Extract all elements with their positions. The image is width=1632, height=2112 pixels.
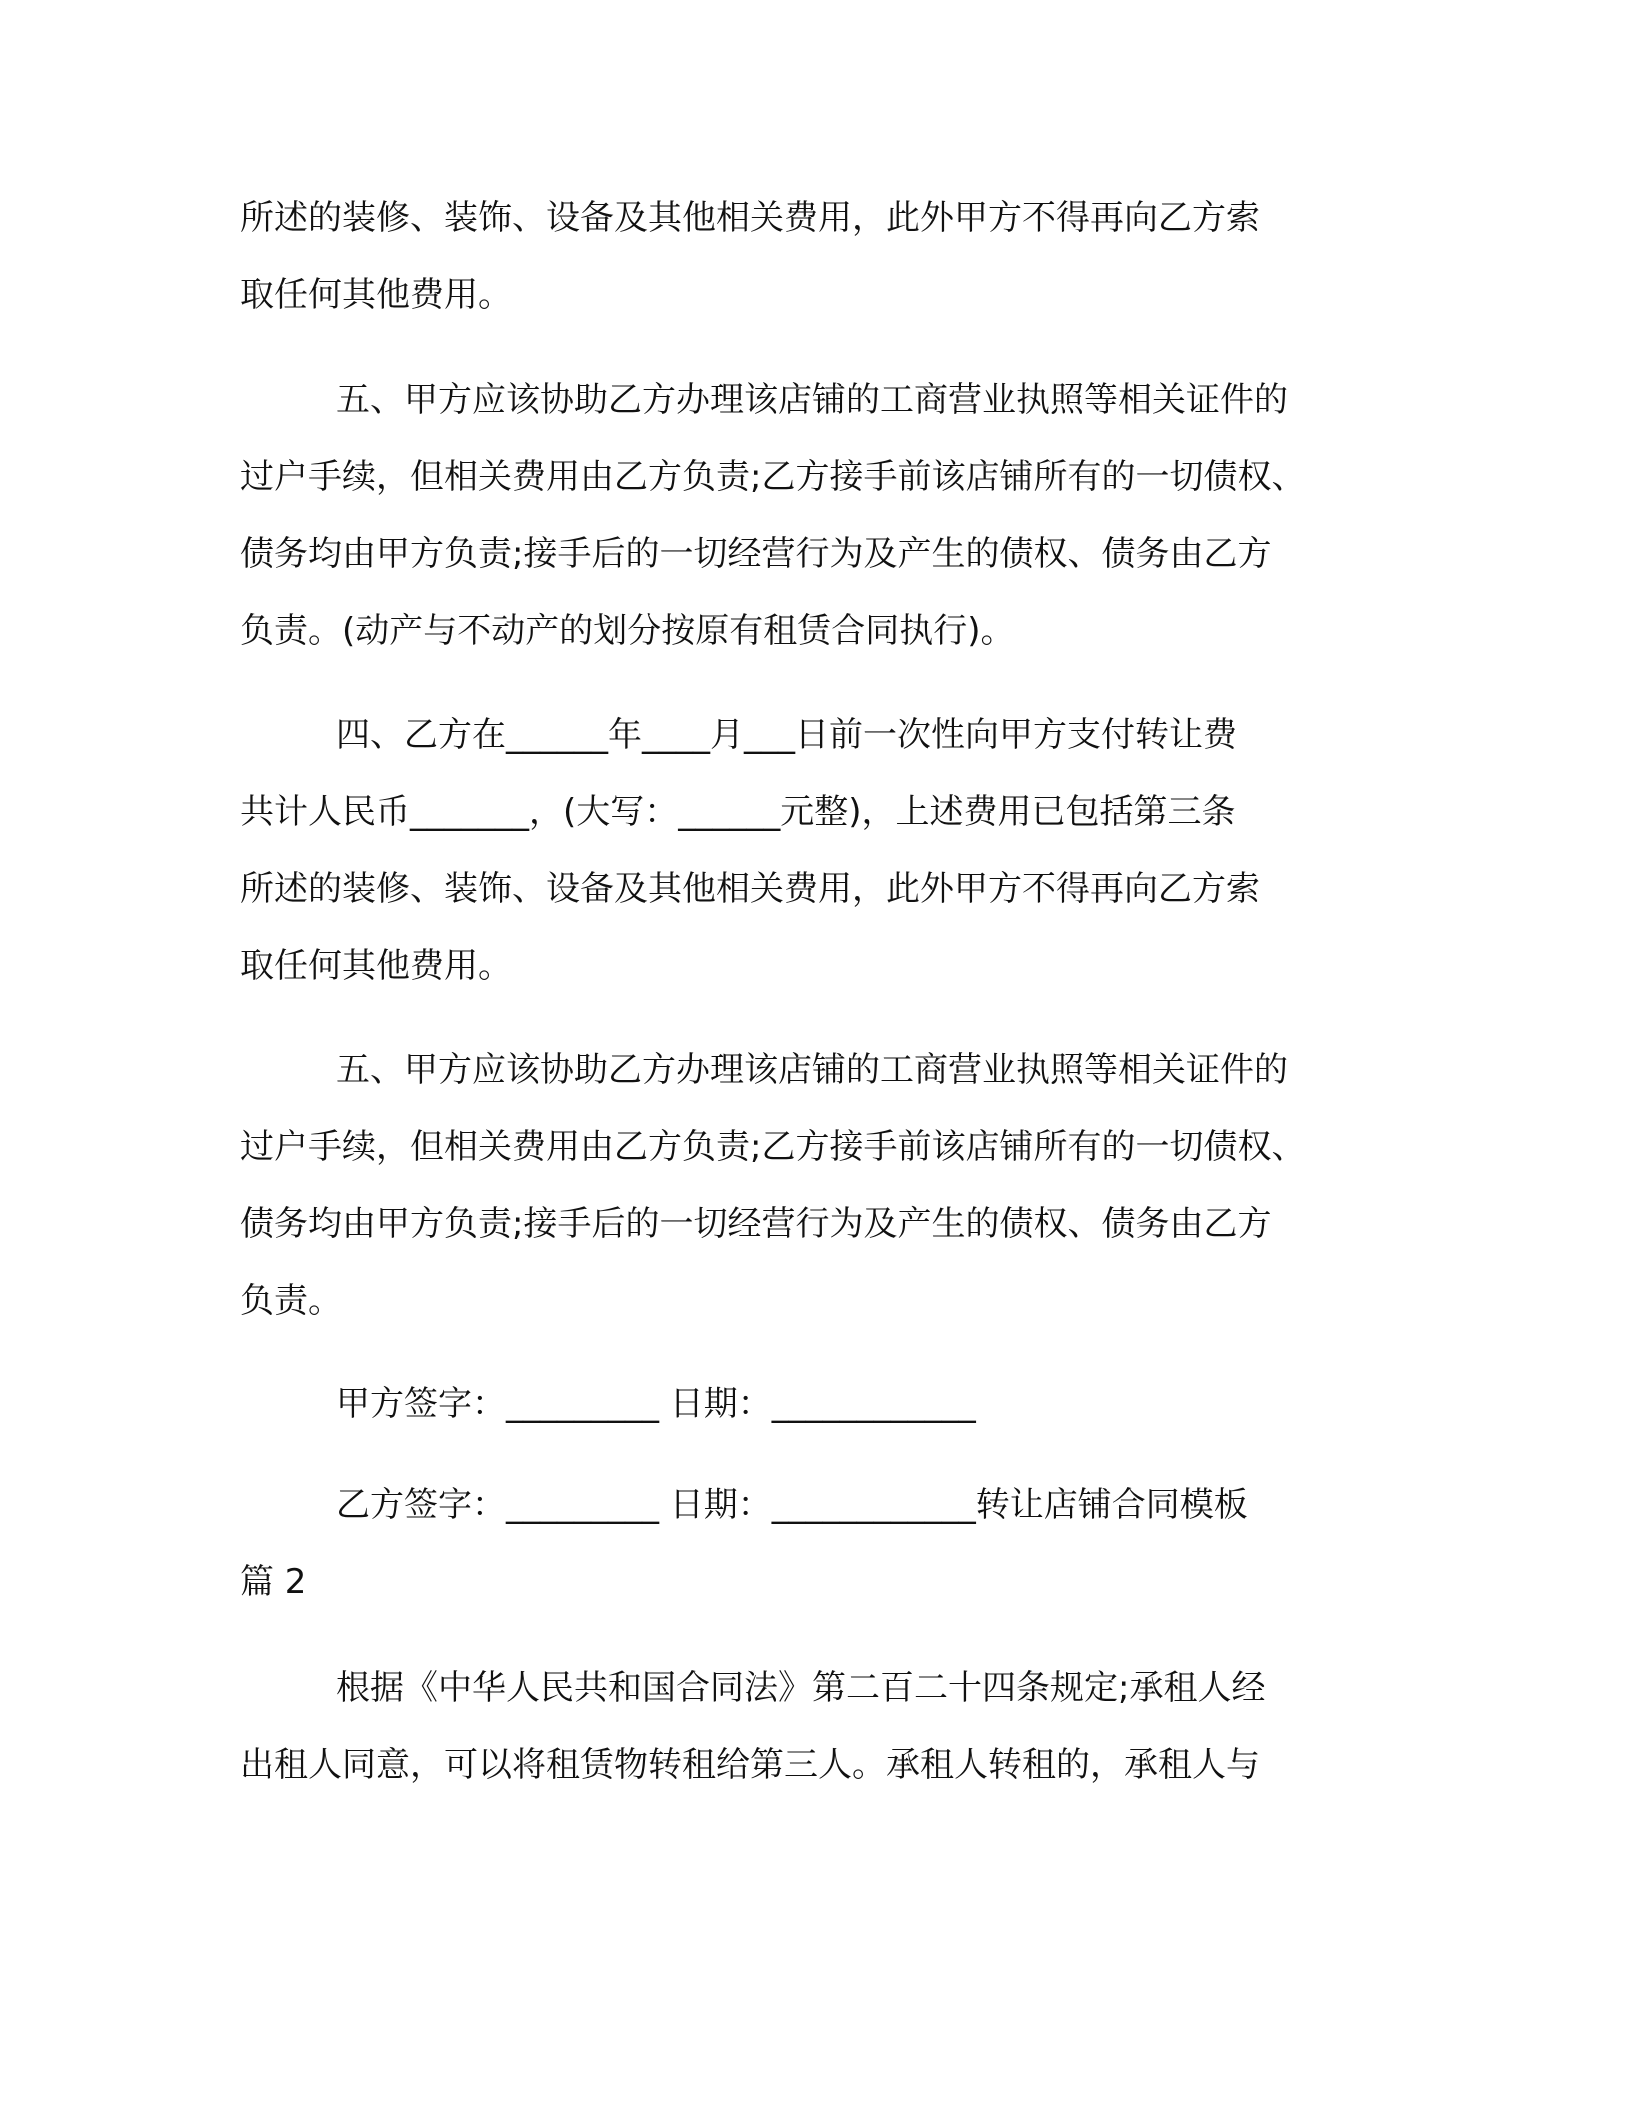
text-line: 过户手续，但相关费用由乙方负责;乙方接手前该店铺所有的一切债权、 bbox=[240, 457, 1306, 497]
text-line: 取任何其他费用。 bbox=[240, 275, 512, 315]
text-line: 五、甲方应该协助乙方办理该店铺的工商营业执照等相关证件的 bbox=[336, 1050, 1288, 1090]
text-line: 乙方签字：_________ 日期：____________转让店铺合同模板 bbox=[336, 1485, 1248, 1525]
text-line: 负责。(动产与不动产的划分按原有租赁合同执行)。 bbox=[240, 611, 1015, 651]
signature-line-party-a bbox=[240, 1366, 1400, 1443]
text-line: 五、甲方应该协助乙方办理该店铺的工商营业执照等相关证件的 bbox=[336, 380, 1288, 420]
text-line: 所述的装修、装饰、设备及其他相关费用，此外甲方不得再向乙方索 bbox=[240, 869, 1260, 909]
text-line: 所述的装修、装饰、设备及其他相关费用，此外甲方不得再向乙方索 bbox=[240, 198, 1260, 238]
text-line: 共计人民币_______，(大写：______元整)，上述费用已包括第三条 bbox=[240, 792, 1236, 832]
text-line: 取任何其他费用。 bbox=[240, 946, 512, 986]
text-line: 债务均由甲方负责;接手后的一切经营行为及产生的债权、债务由乙方 bbox=[240, 534, 1272, 574]
text-line: 篇 2 bbox=[240, 1562, 307, 1602]
text-line: 过户手续，但相关费用由乙方负责;乙方接手前该店铺所有的一切债权、 bbox=[240, 1127, 1306, 1167]
text-line: 甲方签字：_________ 日期：____________ bbox=[336, 1384, 976, 1424]
text-line: 四、乙方在______年____月___日前一次性向甲方支付转让费 bbox=[336, 715, 1237, 755]
text-line: 根据《中华人民共和国合同法》第二百二十四条规定;承租人经 bbox=[336, 1668, 1266, 1708]
signature-line-party-b bbox=[240, 1467, 1400, 1621]
text-line: 出租人同意，可以将租赁物转租给第三人。承租人转租的，承租人与 bbox=[240, 1745, 1260, 1785]
text-line: 债务均由甲方负责;接手后的一切经营行为及产生的债权、债务由乙方 bbox=[240, 1204, 1272, 1244]
paragraph bbox=[240, 362, 1400, 670]
paragraph bbox=[240, 1032, 1400, 1340]
text-line: 负责。 bbox=[240, 1281, 342, 1321]
paragraph bbox=[240, 1650, 1400, 1804]
paragraph bbox=[240, 697, 1400, 1005]
paragraph bbox=[240, 180, 1400, 334]
